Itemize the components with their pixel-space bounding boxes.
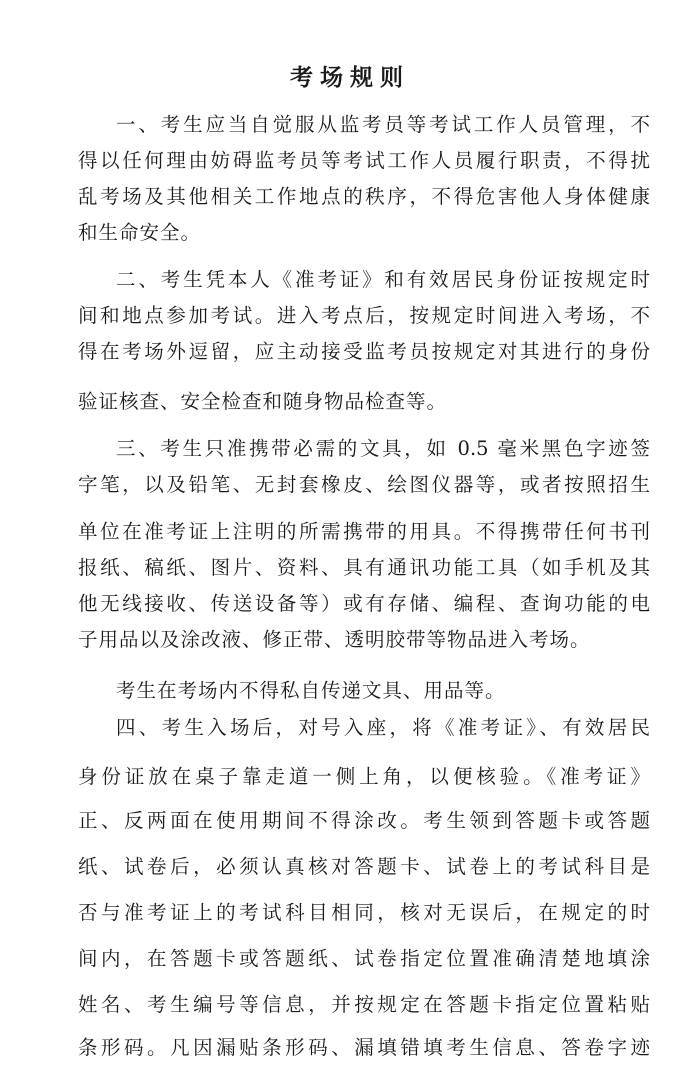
rule-4-line-2: 身份证放在桌子靠走道一侧上角，以便核验。《准考证》 xyxy=(78,765,650,788)
rule-3-line-5: 他无线接收、传送设备等）或有存储、编程、查询功能的电 xyxy=(78,592,650,615)
rule-2-line-4: 验证核查、安全检查和随身物品检查等。 xyxy=(78,390,448,413)
rule-3-note: 考生在考场内不得私自传递文具、用品等。 xyxy=(116,679,506,702)
rule-4-line-1: 四、考生入场后，对号入座，将《准考证》、有效居民 xyxy=(116,716,650,739)
rule-3-line-6: 子用品以及涂改液、修正带、透明胶带等物品进入考场。 xyxy=(78,628,591,651)
rule-3-line-2: 字笔，以及铅笔、无封套橡皮、绘图仪器等，或者按照招生 xyxy=(78,473,650,496)
rule-1-line-2: 得以任何理由妨碍监考员等考试工作人员履行职责，不得扰 xyxy=(78,149,650,172)
rule-2-line-1: 二、考生凭本人《准考证》和有效居民身份证按规定时 xyxy=(116,268,650,291)
rule-1-line-4: 和生命安全。 xyxy=(78,221,202,244)
rule-1-line-1: 一、考生应当自觉服从监考员等考试工作人员管理，不 xyxy=(116,113,650,136)
rule-4-line-8: 条形码。凡因漏贴条形码、漏填错填考生信息、答卷字迹 xyxy=(78,1036,650,1059)
rule-4-line-7: 姓名、考生编号等信息，并按规定在答题卡指定位置粘贴 xyxy=(78,993,650,1016)
rule-1-line-3: 乱考场及其他相关工作地点的秩序，不得危害他人身体健康 xyxy=(78,185,650,208)
rule-3-line-3: 单位在准考证上注明的所需携带的用具。不得携带任何书刊 xyxy=(78,520,650,543)
rule-3-line-4: 报纸、稿纸、图片、资料、具有通讯功能工具（如手机及其 xyxy=(78,556,650,579)
document-title: 考场规则 xyxy=(290,65,410,91)
rule-4-line-3: 正、反两面在使用期间不得涂改。考生领到答题卡或答题 xyxy=(78,809,650,832)
rule-3-line-1: 三、考生只准携带必需的文具，如 0.5 毫米黑色字迹签 xyxy=(116,437,650,460)
rule-4-line-5: 否与准考证上的考试科目相同，核对无误后，在规定的时 xyxy=(78,901,650,924)
rule-2-line-3: 得在考场外逗留，应主动接受监考员按规定对其进行的身份 xyxy=(78,340,650,363)
rule-2-line-2: 间和地点参加考试。进入考点后，按规定时间进入考场，不 xyxy=(78,304,650,327)
rule-4-line-4: 纸、试卷后，必须认真核对答题卡、试卷上的考试科目是 xyxy=(78,855,650,878)
rule-4-line-6: 间内，在答题卡或答题纸、试卷指定位置准确清楚地填涂 xyxy=(78,947,650,970)
